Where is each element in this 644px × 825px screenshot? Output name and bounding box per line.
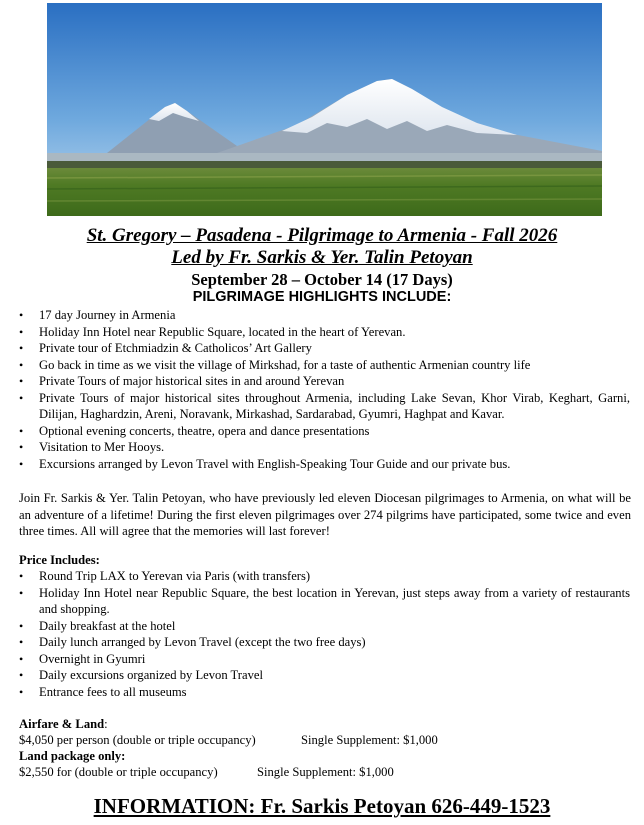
list-item: • Daily lunch arranged by Levon Travel (except the two free days) [0,634,644,651]
list-item: • 17 day Journey in Armenia [0,307,644,324]
landscape-image [47,3,602,216]
list-item: • Daily excursions organized by Levon Travel [0,667,644,684]
list-item: • Optional evening concerts, theatre, opera and dance presentations [0,423,644,440]
list-item: • Go back in time as we visit the village of Mirkshad, for a taste of authentic Armenian country life [0,357,644,374]
intro-paragraph: Join Fr. Sarkis & Yer. Talin Petoyan, who have previously led eleven Diocesan pilgrimages to Armenia, on what will be an adventure of a lifetime! During the first eleven pilgrimages over 274 pilgrims have participated, some twice and even three times. All will agree that the memories will last forever! [19,491,631,538]
highlights-heading: PILGRIMAGE HIGHLIGHTS INCLUDE: [192,289,452,305]
page-title: St. Gregory – Pasadena - Pilgrimage to Armenia - Fall 2026 [86,225,558,246]
leaders-subtitle: Led by Fr. Sarkis & Yer. Talin Petoyan [171,247,473,268]
price-includes-list [0,568,644,700]
land-package-heading: Land package only: [19,749,126,763]
list-item: • Round Trip LAX to Yerevan via Paris (with transfers) [0,568,644,585]
list-item: • Entrance fees to all museums [0,684,644,701]
airfare-heading-label: Airfare & Land [19,717,105,731]
land-price: $2,550 for (double or triple occupancy) [19,765,218,779]
list-item: • Holiday Inn Hotel near Republic Square, the best location in Yerevan, just steps away from a variety of restaurants and shopping. [0,585,644,618]
airfare-heading [19,716,108,733]
list-item: • Daily breakfast at the hotel [0,618,644,635]
price-includes-heading: Price Includes: [19,553,100,567]
list-item: • Private Tours of major historical sites throughout Armenia, including Lake Sevan, Khor Virab, Keghart, Garni, Dilijan, Haghardzin, Areni, Noravank, Mirkashad, Sardarabad, Gyumri, Haghpat and Kavar. [0,390,644,423]
airfare-single-supplement: Single Supplement: $1,000 [301,733,438,747]
highlights-list [0,307,644,472]
mount-ararat-photo [47,3,602,216]
list-item: • Private tour of Etchmiadzin & Catholicos’ Art Gallery [0,340,644,357]
airfare-price: $4,050 per person (double or triple occupancy) [19,733,256,747]
land-single-supplement: Single Supplement: $1,000 [257,765,394,779]
list-item: • Overnight in Gyumri [0,651,644,668]
airfare-heading-colon: : [104,717,108,731]
contact-information: INFORMATION: Fr. Sarkis Petoyan 626-449-1523 [93,794,551,818]
list-item: • Holiday Inn Hotel near Republic Square, located in the heart of Yerevan. [0,324,644,341]
trip-dates: September 28 – October 14 (17 Days) [191,270,453,289]
list-item: • Private Tours of major historical sites in and around Yerevan [0,373,644,390]
list-item: • Excursions arranged by Levon Travel with English-Speaking Tour Guide and our private bus. [0,456,644,473]
list-item: • Visitation to Mer Hooys. [0,439,644,456]
